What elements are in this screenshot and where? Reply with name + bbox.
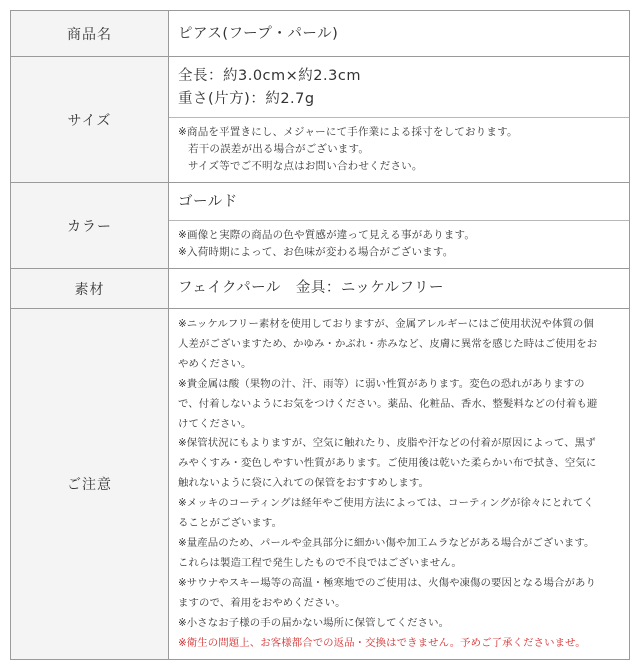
material-cell: [169, 269, 630, 309]
caution-line: で、付着しないようにお気をつけください。薬品、化粧品、香水、整髪料などの付着も避: [178, 397, 598, 410]
size-notes: [169, 117, 629, 181]
color-cell: [169, 183, 630, 269]
size-weight: 重さ(片方)：約2.7g: [178, 91, 315, 107]
row-size: [11, 57, 630, 183]
caution-line: ※小さなお子様の手の届かない場所に保管してください。: [178, 616, 450, 629]
color-note: ※入荷時期によって、お色味が変わる場合がございます。: [178, 246, 454, 258]
size-note: ※商品を平置きにし、メジャーにて手作業による採寸をしております。: [178, 126, 518, 138]
caution-line: 人差がございますため、かゆみ・かぶれ・赤みなど、皮膚に異常を感じた時はご使用をお: [178, 337, 598, 350]
color-notes: [169, 220, 629, 267]
caution-cell: [169, 309, 630, 660]
row-color: [11, 183, 630, 269]
label-caution: ご注意: [11, 309, 169, 660]
color-note: ※画像と実際の商品の色や質感が違って見える事があります。: [178, 229, 476, 241]
caution-line: ※ニッケルフリー素材を使用しておりますが、金属アレルギーにはご使用状況や体質の個: [178, 318, 594, 330]
product-name-value: ピアス(フープ・パール): [178, 26, 339, 42]
row-product-name: [11, 11, 630, 57]
caution-line: ますので、着用をおやめください。: [178, 596, 346, 609]
size-note: サイズ等でご不明な点はお問い合わせください。: [188, 160, 423, 172]
caution-line: これらは製造工程で発生したもので不良ではございません。: [178, 556, 462, 569]
row-caution: [11, 309, 630, 660]
row-material: [11, 269, 630, 309]
size-note: 若干の誤差が出る場合がございます。: [188, 143, 370, 155]
caution-line: 触れないように袋に入れての保管をおすすめします。: [178, 477, 430, 490]
size-length: 全長：約3.0cm×約2.3cm: [178, 68, 361, 84]
label-color: カラー: [11, 183, 169, 269]
caution-line: みやくすみ・変色しやすい性質があります。ご使用後は乾いた柔らかい布で拭き、空気に: [178, 457, 597, 470]
label-product-name: 商品名: [11, 11, 169, 57]
label-size: サイズ: [11, 57, 169, 183]
label-material: 素材: [11, 269, 169, 309]
material-value: フェイクパール 金具：ニッケルフリー: [178, 280, 444, 296]
caution-line: ※メッキのコーティングは経年やご使用方法によっては、コーティングが徐々にとれてく: [178, 497, 594, 510]
caution-line: けてください。: [178, 417, 252, 430]
size-values: [169, 57, 629, 117]
size-cell: [169, 57, 630, 183]
caution-line: ※サウナやスキー場等の高温・極寒地でのご使用は、火傷や凍傷の要因となる場合があり: [178, 576, 596, 589]
color-value: ゴールド: [178, 194, 238, 210]
product-name-cell: [169, 11, 630, 57]
caution-line: ※保管状況にもよりますが、空気に触れたり、皮脂や汗などの付着が原因によって、黒ず: [178, 437, 596, 450]
caution-line: ※貴金属は酸（果物の汁、汗、雨等）に弱い性質があります。変色の恐れがありますの: [178, 377, 585, 390]
caution-line: ※量産品のため、パールや金具部分に細かい傷や加工ムラなどがある場合がございます。: [178, 536, 595, 549]
caution-line: ることがございます。: [178, 517, 283, 530]
caution-warning: ※衛生の問題上、お客様都合での返品・交換はできません。予めご了承くださいませ。: [178, 636, 586, 649]
product-spec-table: [10, 10, 630, 660]
caution-text: [169, 309, 629, 659]
caution-line: やめください。: [178, 357, 252, 370]
